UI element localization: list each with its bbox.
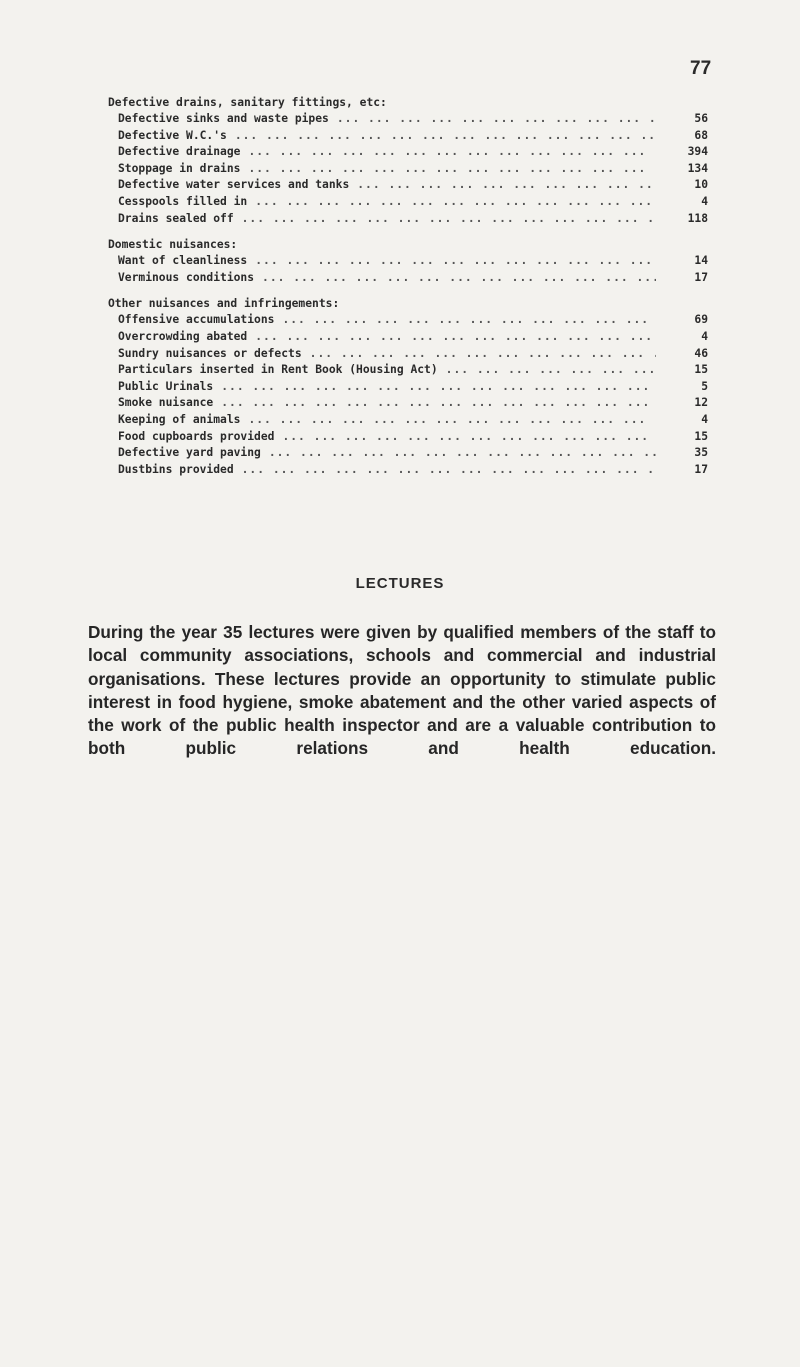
row-value: 10 <box>694 178 708 192</box>
dot-leader <box>240 161 656 178</box>
row-label: Public Urinals <box>118 379 214 393</box>
table-row <box>108 128 718 145</box>
row-label: Overcrowding abated <box>118 329 248 343</box>
dot-leader <box>329 111 656 128</box>
row-value: 69 <box>694 313 708 327</box>
table-row <box>108 253 718 270</box>
row-value: 15 <box>694 363 708 377</box>
row-label: Want of cleanliness <box>118 254 248 268</box>
row-value: 68 <box>694 128 708 142</box>
row-value: 35 <box>694 446 708 460</box>
lectures-paragraph: During the year 35 lectures were given by qualified members of the staff to local community associations, schools and commercial and industrial organisations. These lectures provide an opportunity to stimulate public interest in food hygiene, smoke abatement and the other varied aspects of the work of the public health inspector and are a valuable contribution to both public relations and health education. <box>88 622 716 759</box>
row-label: Defective W.C.'s <box>118 128 227 142</box>
section-other-nuisances <box>108 295 718 478</box>
row-value: 134 <box>687 161 708 175</box>
row-value: 4 <box>701 412 708 426</box>
table-row <box>108 144 718 161</box>
table-row <box>108 379 718 396</box>
row-label: Cesspools filled in <box>118 194 248 208</box>
dot-leader <box>349 177 656 194</box>
table-row <box>108 161 718 178</box>
dot-leader <box>247 194 656 211</box>
section-heading: Domestic nuisances: <box>108 238 238 252</box>
table-row <box>108 312 718 329</box>
nuisances-table <box>108 94 718 487</box>
table-row <box>108 395 718 412</box>
dot-leader <box>247 253 656 270</box>
row-value: 5 <box>701 379 708 393</box>
dot-leader <box>227 128 656 145</box>
row-value: 56 <box>694 112 708 125</box>
dot-leader <box>240 412 656 429</box>
table-row <box>108 362 718 379</box>
row-label: Stoppage in drains <box>118 161 241 175</box>
lectures-heading: LECTURES <box>355 575 445 592</box>
row-value: 4 <box>701 194 708 208</box>
dot-leader <box>240 144 656 161</box>
dot-leader <box>438 362 656 379</box>
table-row <box>108 329 718 346</box>
row-label: Dustbins provided <box>118 462 234 476</box>
table-row <box>108 194 718 211</box>
row-value: 15 <box>694 429 708 443</box>
row-label: Defective water services and tanks <box>118 178 350 192</box>
dot-leader <box>213 379 656 396</box>
row-label: Verminous conditions <box>118 270 255 284</box>
section-heading: Other nuisances and infringements: <box>108 297 340 311</box>
dot-leader <box>302 346 656 363</box>
row-label: Defective yard paving <box>118 446 261 460</box>
table-row <box>108 346 718 363</box>
dot-leader <box>234 462 656 479</box>
dot-leader <box>261 445 656 462</box>
table-row <box>108 445 718 462</box>
dot-leader <box>234 211 656 228</box>
dot-leader <box>274 312 656 329</box>
row-label: Defective drainage <box>118 145 241 159</box>
row-value: 17 <box>694 270 708 284</box>
row-label: Keeping of animals <box>118 412 241 426</box>
row-label: Sundry nuisances or defects <box>118 346 302 360</box>
row-value: 46 <box>694 346 708 360</box>
row-value: 4 <box>701 329 708 343</box>
page-number: 77 <box>690 58 712 79</box>
row-label: Offensive accumulations <box>118 313 275 327</box>
row-value: 394 <box>687 145 708 159</box>
dot-leader <box>247 329 656 346</box>
row-value: 17 <box>694 462 708 476</box>
table-row <box>108 211 718 228</box>
dot-leader <box>213 395 656 412</box>
table-row <box>108 111 718 128</box>
section-domestic-nuisances <box>108 236 718 286</box>
row-label: Drains sealed off <box>118 211 234 225</box>
section-defective-drains <box>108 94 718 227</box>
table-row <box>108 412 718 429</box>
section-heading: Defective drains, sanitary fittings, etc: <box>108 96 387 109</box>
table-row <box>108 177 718 194</box>
row-value: 14 <box>694 254 708 268</box>
table-row <box>108 429 718 446</box>
dot-leader <box>274 429 656 446</box>
table-row <box>108 462 718 479</box>
row-label: Defective sinks and waste pipes <box>118 112 329 125</box>
dot-leader <box>254 270 656 287</box>
table-row <box>108 270 718 287</box>
row-value: 12 <box>694 396 708 410</box>
row-label: Particulars inserted in Rent Book (Housing Act) <box>118 363 438 377</box>
row-label: Food cupboards provided <box>118 429 275 443</box>
row-label: Smoke nuisance <box>118 396 214 410</box>
row-value: 118 <box>687 211 708 225</box>
